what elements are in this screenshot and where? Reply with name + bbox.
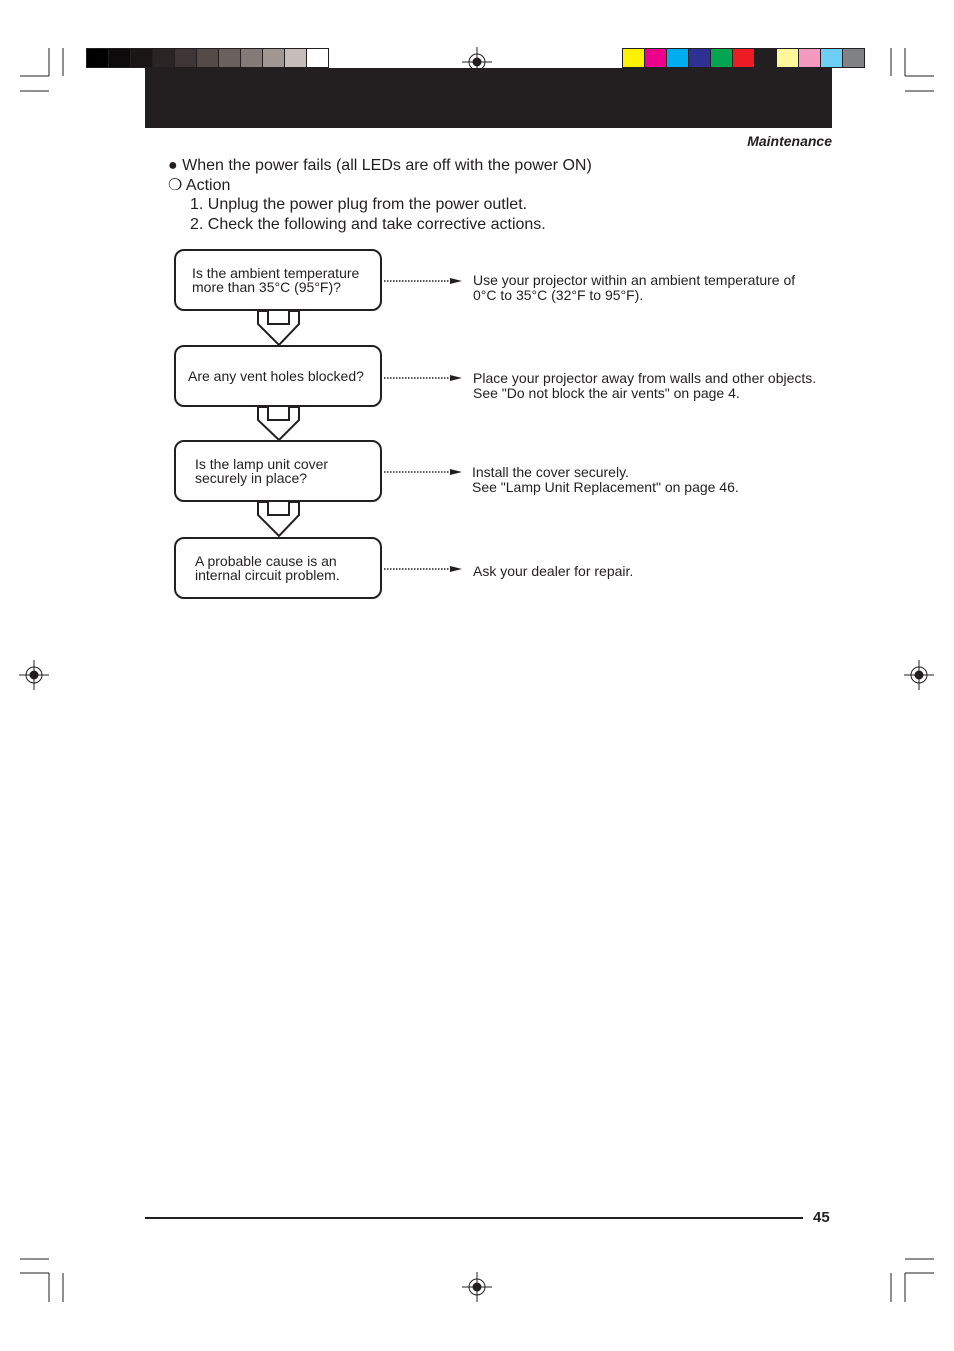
dotted-arrow-head-4 [450, 566, 462, 572]
question-text: Is the lamp unit cover securely in place? [195, 455, 329, 486]
section-title: Maintenance [747, 133, 832, 149]
answer-lamp-cover: Install the cover securely. See "Lamp Unit Replacement" on page 46. [472, 464, 739, 495]
power-fail-condition: ● When the power fails (all LEDs are off with the power ON) [168, 157, 592, 174]
step-1: 1. Unplug the power plug from the power outlet. [190, 196, 528, 213]
footer-rule [145, 1217, 803, 1219]
question-text: Is the ambient temperature more than 35°C (95°F)? [192, 264, 360, 295]
down-arrow-1 [258, 311, 299, 345]
question-text: A probable cause is an internal circuit problem. [195, 552, 340, 583]
step-2: 2. Check the following and take corrective actions. [190, 215, 546, 233]
question-box-lamp-cover [174, 440, 382, 502]
down-arrow-3 [258, 502, 299, 536]
dotted-arrow-head-2 [450, 375, 462, 381]
question-box-ambient-temperature [174, 249, 382, 311]
dotted-arrow-head-1 [450, 278, 462, 284]
answer-circuit-problem: Ask your dealer for repair. [473, 563, 634, 579]
question-box-vent-holes [174, 345, 382, 407]
dotted-arrow-head-3 [450, 469, 462, 475]
page-number: 45 [813, 1209, 830, 1226]
action-heading: ❍ Action [168, 176, 231, 194]
question-box-circuit-problem [174, 537, 382, 599]
answer-ambient-temperature: Use your projector within an ambient temperature of 0°C to 35°C (32°F to 95°F). [473, 272, 796, 303]
answer-vent-holes: Place your projector away from walls and other objects. See "Do not block the air vents" on page 4. [473, 370, 817, 401]
down-arrow-2 [258, 407, 299, 440]
question-text: Are any vent holes blocked? [188, 367, 364, 384]
